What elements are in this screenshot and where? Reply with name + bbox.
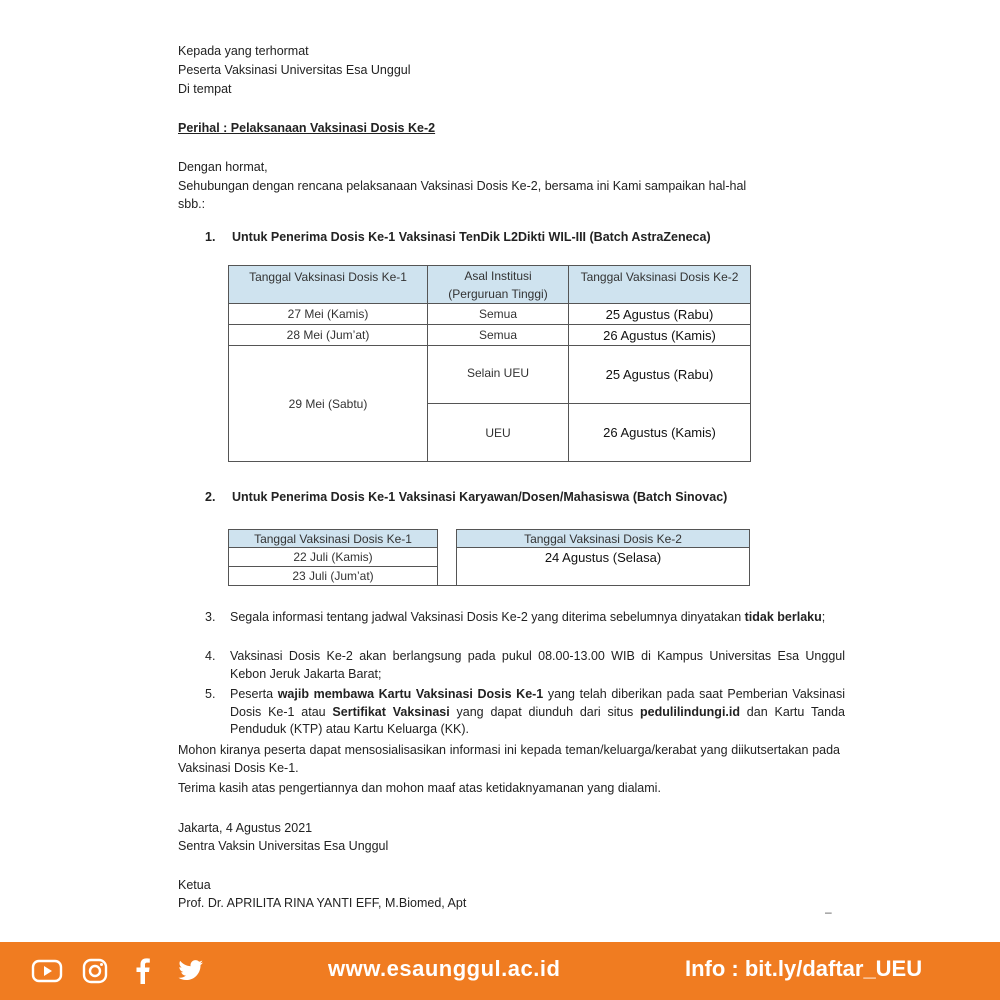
place-date: Jakarta, 4 Agustus 2021 — [178, 821, 313, 835]
signatory-role: Ketua — [178, 878, 211, 892]
instagram-icon[interactable] — [78, 956, 112, 986]
greeting-line: Kepada yang terhormat — [178, 44, 309, 58]
social-icons — [30, 956, 208, 986]
dose1-cell: 22 Juli (Kamis) — [229, 548, 438, 567]
item-number: 3. — [205, 610, 216, 624]
item-number: 4. — [205, 649, 216, 663]
youtube-icon[interactable] — [30, 956, 64, 986]
list-item — [205, 609, 845, 645]
section2-heading — [205, 490, 805, 508]
table-spacer — [438, 567, 457, 586]
dose1-cell: 28 Mei (Jum’at) — [229, 325, 428, 346]
section-number: 1. — [205, 230, 216, 244]
institution-cell: Selain UEU — [428, 346, 569, 404]
table-row — [229, 548, 750, 567]
item-text — [230, 609, 845, 627]
dose2-cell: 24 Agustus (Selasa) — [457, 548, 750, 586]
dose2-cell: 26 Agustus (Kamis) — [569, 404, 751, 462]
text-run: yang dapat diunduh dari situs — [449, 704, 641, 719]
table-spacer — [438, 548, 457, 567]
subject: Perihal : Pelaksanaan Vaksinasi Dosis Ke-2 — [178, 121, 436, 135]
dose1-cell: 27 Mei (Kamis) — [229, 304, 428, 325]
item-number: 5. — [205, 687, 216, 701]
text-run: Peserta — [230, 687, 278, 701]
facebook-icon[interactable] — [126, 956, 160, 986]
text-run: Segala informasi tentang jadwal Vaksinasi Dosis Ke-2 yang diterima sebelumnya dinyatakan — [230, 610, 745, 624]
item-text: Vaksinasi Dosis Ke-2 akan berlangsung pada pukul 08.00-13.00 WIB di Kampus Universitas Esa Unggul Kebon Jeruk Jakarta Barat; — [230, 649, 845, 681]
signatory-name: Prof. Dr. APRILITA RINA YANTI EFF, M.Biomed, Apt — [178, 896, 467, 910]
section1-heading — [205, 230, 805, 248]
table-spacer — [438, 530, 457, 548]
section-title: Untuk Penerima Dosis Ke-1 Vaksinasi TenDik L2Dikti WIL-III (Batch AstraZeneca) — [232, 230, 711, 244]
info-link[interactable]: Info : bit.ly/daftar_UEU — [685, 956, 923, 981]
dose2-cell: 26 Agustus (Kamis) — [569, 325, 751, 346]
twitter-icon[interactable] — [174, 956, 208, 986]
greeting-line: Peserta Vaksinasi Universitas Esa Unggul — [178, 63, 411, 77]
closing-paragraph: Terima kasih atas pengertiannya dan mohon maaf atas ketidaknyamanan yang dialami. — [178, 781, 661, 795]
intro-line: sbb.: — [178, 197, 206, 211]
sinovac-schedule-table — [228, 529, 750, 586]
dose1-cell: 23 Juli (Jum’at) — [229, 567, 438, 586]
organization: Sentra Vaksin Universitas Esa Unggul — [178, 839, 389, 853]
list-item — [205, 686, 845, 740]
table-row — [229, 346, 751, 404]
text-run: dan Kartu Tanda Penduduk (KTP) atau Kartu Keluarga (KK). — [230, 704, 845, 736]
section-title: Untuk Penerima Dosis Ke-1 Vaksinasi Karyawan/Dosen/Mahasiswa (Batch Sinovac) — [232, 490, 728, 504]
page-mark: – — [825, 905, 832, 919]
website-link[interactable]: www.esaunggul.ac.id — [328, 956, 561, 981]
text-run-bold: Sertifikat Vaksinasi — [332, 704, 450, 719]
header-line: (Perguruan Tinggi) — [448, 286, 548, 301]
dose2-cell: 25 Agustus (Rabu) — [569, 304, 751, 325]
text-run: ; — [821, 610, 826, 624]
dose2-cell: 25 Agustus (Rabu) — [569, 346, 751, 404]
section-number: 2. — [205, 490, 216, 504]
astrazeneca-schedule-table — [228, 265, 751, 462]
closing-paragraph: Mohon kiranya peserta dapat mensosialisasikan informasi ini kepada teman/keluarga/kerabat yang diikutsertakan pada Vaksinasi Dosis Ke-1. — [178, 743, 840, 775]
table-header: Tanggal Vaksinasi Dosis Ke-1 — [229, 266, 428, 304]
institution-cell: Semua — [428, 325, 569, 346]
table-header: Tanggal Vaksinasi Dosis Ke-2 — [569, 266, 751, 304]
institution-cell: Semua — [428, 304, 569, 325]
table-row — [229, 304, 751, 325]
text-run-bold: wajib membawa Kartu Vaksinasi Dosis Ke-1 — [277, 687, 544, 701]
footer-bar — [0, 942, 1000, 1000]
dose1-cell: 29 Mei (Sabtu) — [229, 346, 428, 462]
header-line: Asal Institusi — [464, 268, 532, 283]
text-run: yang telah diberikan pada saat Pemberian Vaksinasi Dosis Ke-1 atau — [230, 687, 845, 719]
text-run-bold: pedulilindungi.id — [640, 704, 740, 719]
greeting-line: Di tempat — [178, 82, 232, 96]
intro-line: Sehubungan dengan rencana pelaksanaan Vaksinasi Dosis Ke-2, bersama ini Kami sampaikan hal-hal — [178, 179, 747, 193]
list-item — [205, 648, 845, 684]
table-header — [428, 266, 569, 304]
table-header: Tanggal Vaksinasi Dosis Ke-1 — [229, 530, 438, 548]
table-row — [229, 325, 751, 346]
opening: Dengan hormat, — [178, 160, 268, 174]
item-text — [230, 686, 845, 739]
institution-cell: UEU — [428, 404, 569, 462]
text-run-bold: tidak berlaku — [744, 610, 822, 624]
table-header: Tanggal Vaksinasi Dosis Ke-2 — [457, 530, 750, 548]
